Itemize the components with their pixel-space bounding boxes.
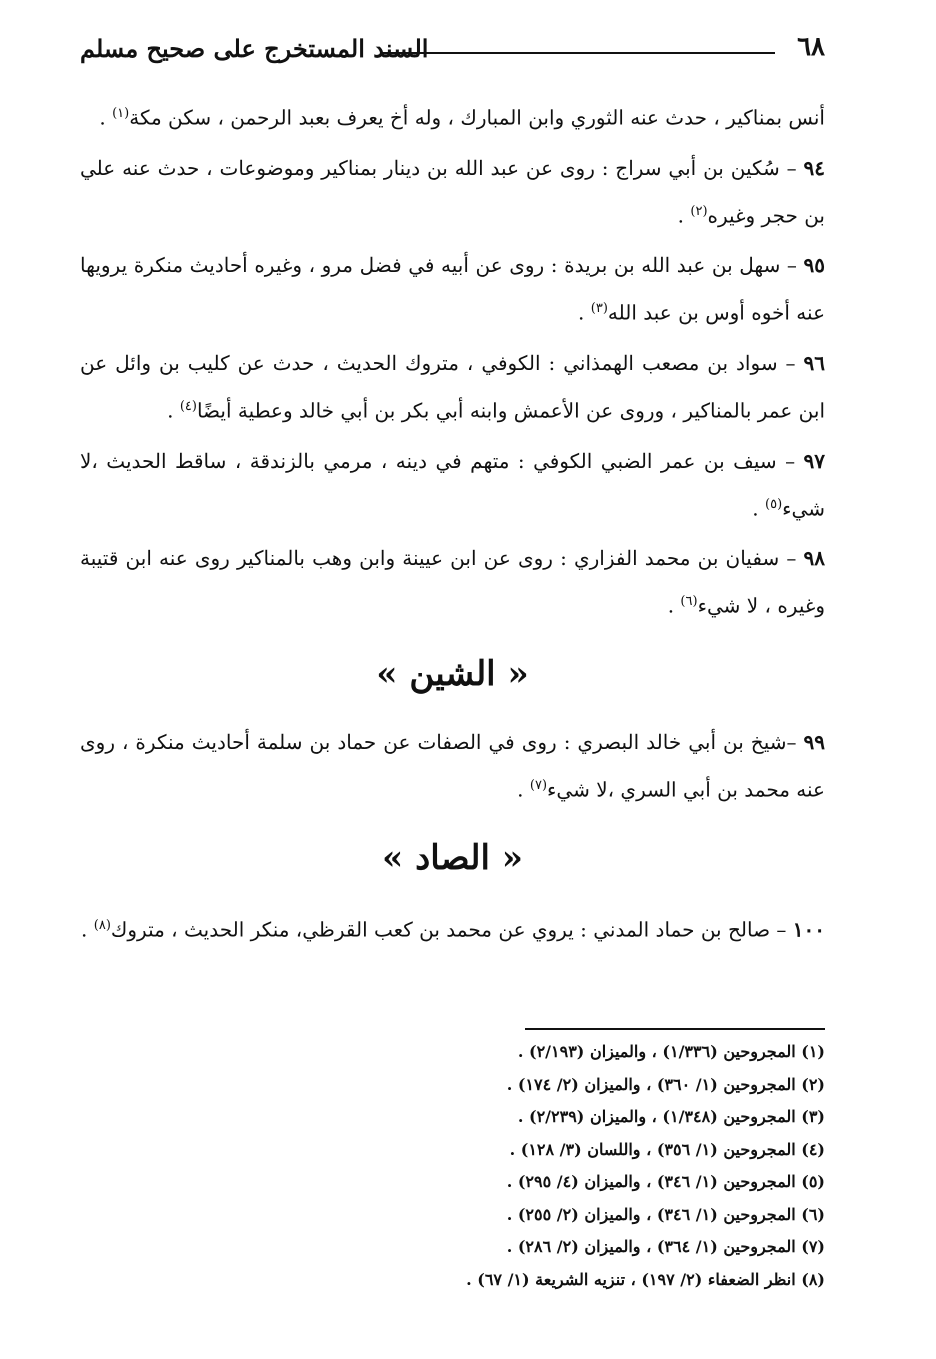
footnote-6: (٦) المجروحين (١/ ٣٤٦) ، والميزان (٢/ ٢٥٥) . bbox=[506, 1204, 825, 1224]
footnote-marker: (١) bbox=[112, 106, 130, 121]
entry-number: ٩٨ bbox=[803, 546, 825, 571]
footnote-1: (١) المجروحين (١/٣٣٦) ، والميزان (٢/١٩٣) . bbox=[517, 1042, 825, 1061]
entry-98 bbox=[80, 536, 825, 628]
footnote-marker: (٨) bbox=[93, 917, 111, 933]
running-title: السند المستخرج على صحيح مسلم bbox=[80, 34, 429, 63]
entry-tail: . bbox=[167, 398, 180, 423]
header-rule bbox=[380, 52, 775, 54]
entry-number: ٩٤ bbox=[803, 155, 825, 180]
entry-tail: . bbox=[578, 300, 591, 325]
section-title-shin: « الشين » bbox=[376, 653, 529, 694]
entry-text: – سيف بن عمر الضبي الكوفي : متهم في دينه ، مرمي بالزندقة ، ساقط الحديث ،لا شيء bbox=[80, 448, 825, 521]
entry-number: ١٠٠ bbox=[792, 917, 825, 942]
footnote-8: (٨) انظر الضعفاء (٢/ ١٩٧) ، تنزيه الشريعة (١/ ٦٧) . bbox=[466, 1269, 825, 1289]
footnote-marker: (٣) bbox=[590, 301, 608, 317]
entry-text: أنس بمناكير ، حدث عنه الثوري وابن المبارك ، وله أخ يعرف بعبد الرحمن ، سكن مكة bbox=[129, 105, 825, 130]
footnotes bbox=[80, 1028, 825, 1296]
entry-text: – سهل بن عبد الله بن بريدة : روى عن أبيه في فضل مرو ، وغيره أحاديث منكرة يرويها عنه أخوه أوس بن عبد الله bbox=[80, 253, 825, 325]
entry-number: ٩٧ bbox=[803, 448, 825, 473]
footnote-marker: (٥) bbox=[765, 496, 783, 512]
entry-text: – سُكين بن أبي سراج : روى عن عبد الله بن دينار بمناكير وموضوعات ، حدث عنه علي بن حجر وغيره bbox=[80, 155, 825, 228]
entry-text: – صالح بن حماد المدني : يروي عن محمد بن كعب القرظي، منكر الحديث ، متروك bbox=[110, 917, 793, 942]
main-text bbox=[80, 92, 825, 957]
entry-95 bbox=[80, 243, 825, 335]
entry-96 bbox=[80, 341, 825, 433]
entry-tail: . bbox=[752, 496, 766, 521]
footnote-5: (٥) المجروحين (١/ ٣٤٦) ، والميزان (٤/ ٢٩٥) . bbox=[506, 1172, 825, 1191]
entry-text: –شيخ بن أبي خالد البصري : روى في الصفات عن حماد بن سلمة أحاديث منكرة ، روى عنه محمد بن أبي السري ،لا شيء bbox=[80, 729, 825, 802]
entry-tail: . bbox=[667, 593, 681, 618]
entry-tail: . bbox=[517, 777, 530, 802]
entry-100 bbox=[80, 904, 825, 952]
footnote-rule bbox=[525, 1028, 825, 1030]
entry-text: – سواد بن مصعب الهمذاني : الكوفي ، متروك الحديث ، حدث عن كليب بن وائل عن ابن عمر بالمناكير ، وروى عن الأعمش وابنه أبي بكر بن أبي خالد وعطية أيضًا bbox=[80, 350, 825, 423]
entry-text: – سفيان بن محمد الفزاري : روى عن ابن عيينة وابن وهب بالمناكير روى عنه ابن قتيبة وغيره ، لا شيء bbox=[80, 546, 825, 618]
footnote-3: (٣) المجروحين (١/٣٤٨) ، والميزان (٢/٢٣٩) . bbox=[517, 1107, 825, 1126]
entry-tail: . bbox=[677, 203, 691, 228]
footnote-marker: (٢) bbox=[690, 203, 708, 219]
footnote-marker: (٧) bbox=[529, 777, 548, 793]
footnote-2: (٢) المجروحين (١/ ٣٦٠) ، والميزان (٢/ ١٧٤) . bbox=[506, 1074, 825, 1094]
footnote-7: (٧) المجروحين (١/ ٣٦٤) ، والميزان (٢/ ٢٨٦) . bbox=[506, 1237, 825, 1256]
entry-94 bbox=[80, 146, 825, 238]
page-header bbox=[80, 32, 825, 72]
section-title-sad: « الصاد » bbox=[382, 837, 523, 878]
entry-97 bbox=[80, 439, 825, 531]
entry-continuation bbox=[80, 92, 825, 140]
entry-number: ٩٩ bbox=[803, 729, 825, 754]
footnote-4: (٤) المجروحين (١/ ٣٥٦) ، واللسان (٣/ ١٢٨) . bbox=[509, 1139, 825, 1159]
footnote-marker: (٦) bbox=[680, 594, 698, 610]
entry-number: ٩٥ bbox=[803, 253, 825, 278]
entry-tail: . bbox=[81, 917, 94, 942]
entry-number: ٩٦ bbox=[803, 350, 825, 375]
entry-99 bbox=[80, 720, 825, 812]
page-number: ٦٨ bbox=[797, 32, 825, 62]
entry-tail: . bbox=[99, 105, 113, 130]
footnote-marker: (٤) bbox=[179, 398, 197, 414]
